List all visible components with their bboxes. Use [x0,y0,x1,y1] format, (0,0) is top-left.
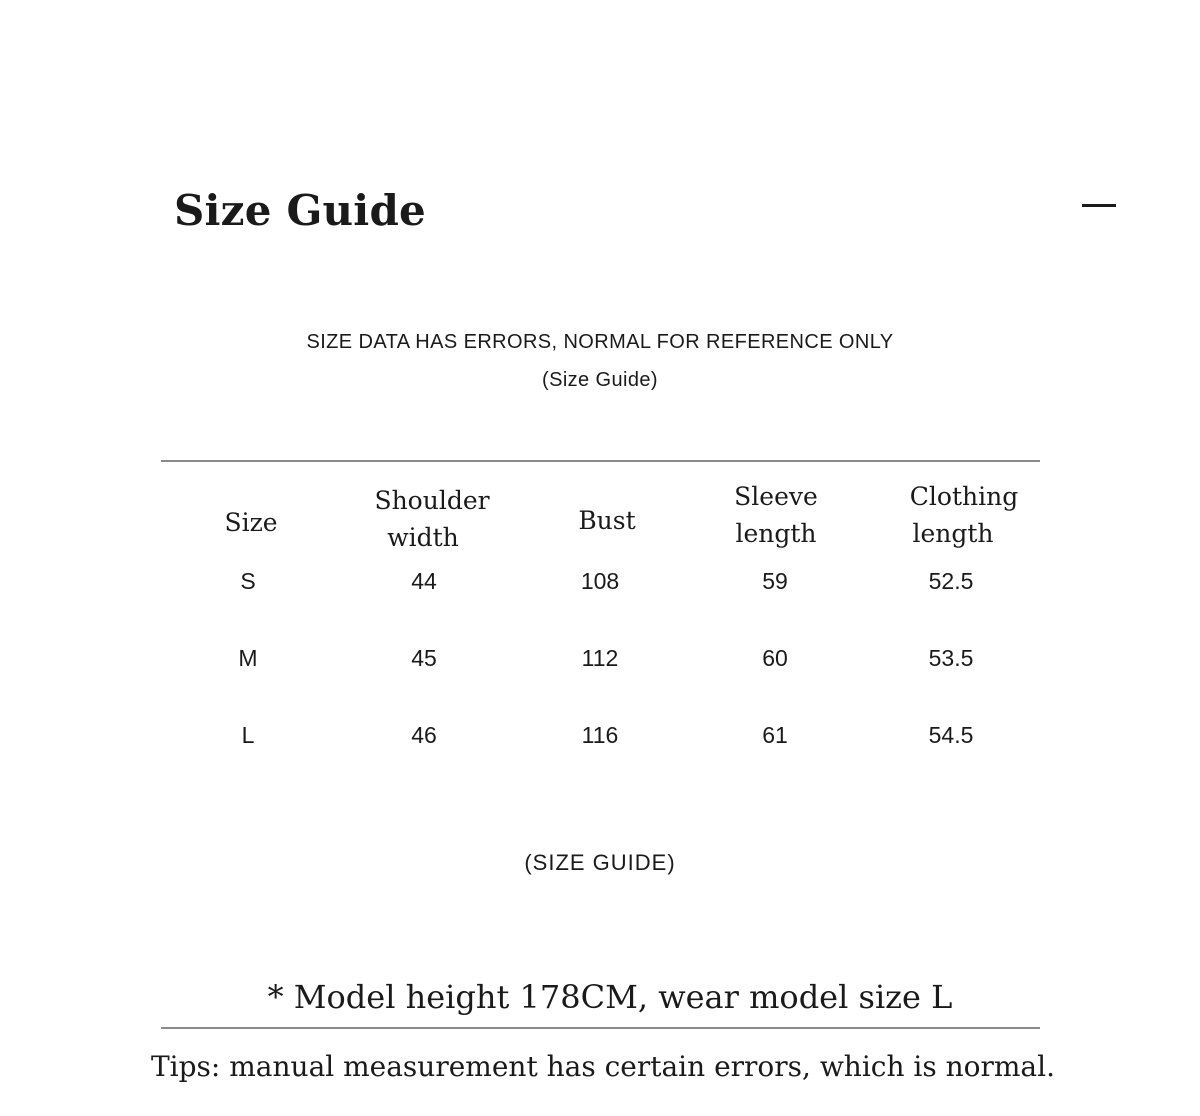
size-guide-label: (SIZE GUIDE) [524,850,676,875]
model-note: * Model height 178CM, wear model size L [267,978,953,1016]
table-top-divider [161,460,1040,462]
header-size: Size [224,508,278,537]
cell-size: S [240,568,256,594]
measurement-tips: Tips: manual measurement has certain errors, which is normal. [151,1050,1055,1083]
cell-shoulder-width: 45 [411,645,437,671]
cell-bust: 108 [580,568,620,594]
minus-icon [1082,204,1116,207]
cell-sleeve-length: 59 [762,568,788,594]
cell-sleeve-length: 60 [762,645,788,671]
size-guide-subtitle: (Size Guide) [542,369,658,391]
header-bust: Bust [578,506,636,535]
cell-size: L [241,722,255,748]
reference-notice: SIZE DATA HAS ERRORS, NORMAL FOR REFERENCE ONLY [306,331,894,353]
cell-clothing-length: 52.5 [928,568,974,594]
cell-size: M [238,645,258,671]
footer-divider [161,1027,1040,1029]
cell-bust: 116 [581,722,619,748]
cell-shoulder-width: 46 [411,722,437,748]
cell-bust: 112 [581,645,619,671]
cell-clothing-length: 53.5 [928,645,974,671]
collapse-button[interactable] [1082,194,1118,218]
page-title: Size Guide [174,186,426,235]
cell-shoulder-width: 44 [411,568,437,594]
header-shoulder-width: Shoulder width [374,486,490,552]
header-sleeve-length: Sleeve length [734,482,818,548]
header-clothing-length: Clothing length [909,482,1019,548]
cell-clothing-length: 54.5 [928,722,974,748]
cell-sleeve-length: 61 [762,722,788,748]
